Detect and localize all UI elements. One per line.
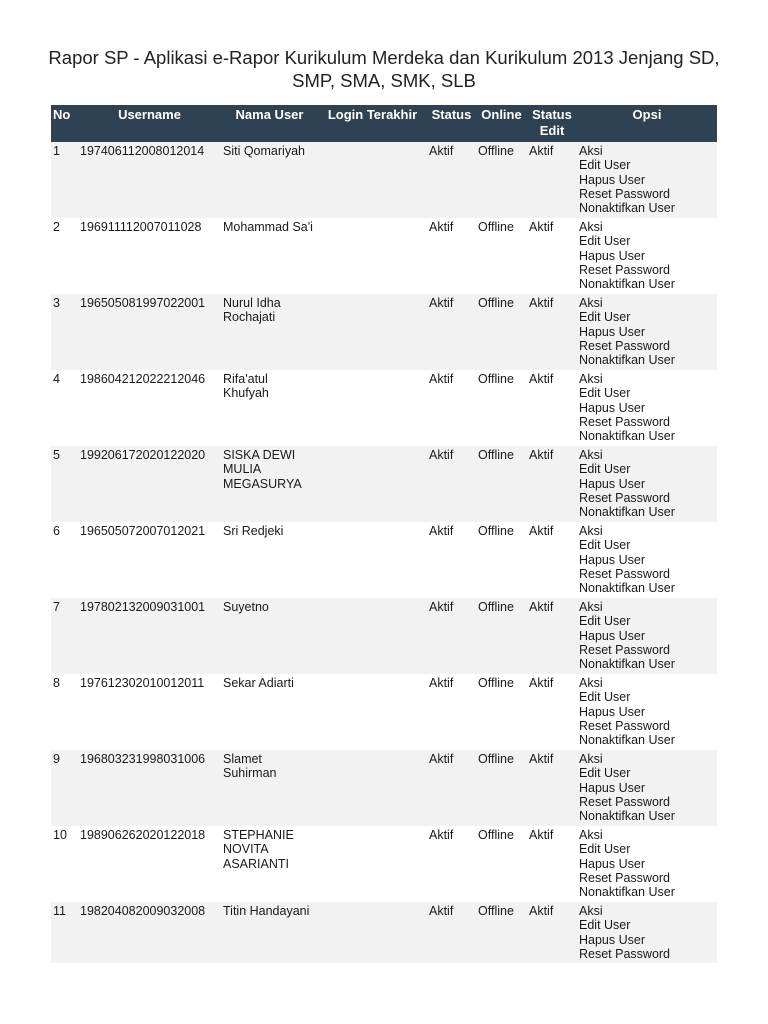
cell-username: 198604212022212046 [78, 370, 221, 446]
aksi-link[interactable]: Aksi [579, 600, 603, 614]
cell-username: 198906262020122018 [78, 826, 221, 902]
cell-login-terakhir [318, 522, 427, 598]
cell-online: Offline [476, 902, 527, 963]
cell-status: Aktif [427, 218, 476, 294]
cell-username: 197406112008012014 [78, 142, 221, 218]
cell-nama-user: Mohammad Sa'i [221, 218, 318, 294]
cell-status-edit: Aktif [527, 598, 577, 674]
column-header-status: Status [427, 105, 476, 142]
cell-online: Offline [476, 446, 527, 522]
cell-username: 196803231998031006 [78, 750, 221, 826]
cell-online: Offline [476, 294, 527, 370]
cell-nama-user: Siti Qomariyah [221, 142, 318, 218]
table-row [51, 446, 717, 522]
edit-user-link[interactable]: Edit User [579, 386, 631, 401]
cell-nama-user: Rifa'atul Khufyah [221, 370, 318, 446]
nonaktifkan-user-link[interactable]: Nonaktifkan User [579, 733, 675, 748]
edit-user-link[interactable]: Edit User [579, 766, 631, 781]
reset-password-link[interactable]: Reset Password [579, 870, 671, 885]
cell-username: 197802132009031001 [78, 598, 221, 674]
cell-login-terakhir [318, 826, 427, 902]
cell-opsi [577, 294, 717, 370]
cell-online: Offline [476, 522, 527, 598]
user-table [51, 105, 717, 963]
table-row [51, 142, 717, 218]
cell-opsi [577, 826, 717, 902]
nonaktifkan-user-link[interactable]: Nonaktifkan User [579, 353, 675, 368]
reset-password-link[interactable]: Reset Password [579, 186, 671, 201]
edit-user-link[interactable]: Edit User [579, 842, 631, 857]
cell-opsi [577, 902, 717, 963]
page-title: Rapor SP - Aplikasi e-Rapor Kurikulum Merdeka dan Kurikulum 2013 Jenjang SD, SMP, SMA, SMK, SLB [48, 47, 720, 91]
column-header-login-terakhir: Login Terakhir [318, 105, 427, 142]
aksi-link[interactable]: Aksi [579, 296, 603, 310]
cell-nama-user: SISKA DEWI MULIA MEGASURYA [221, 446, 318, 522]
edit-user-link[interactable]: Edit User [579, 462, 631, 477]
cell-online: Offline [476, 598, 527, 674]
nonaktifkan-user-link[interactable]: Nonaktifkan User [579, 657, 675, 672]
reset-password-link[interactable]: Reset Password [579, 794, 671, 809]
cell-no: 6 [51, 522, 78, 598]
hapus-user-link[interactable]: Hapus User [579, 476, 645, 491]
edit-user-link[interactable]: Edit User [579, 918, 631, 933]
cell-status: Aktif [427, 142, 476, 218]
nonaktifkan-user-link[interactable]: Nonaktifkan User [579, 581, 675, 596]
hapus-user-link[interactable]: Hapus User [579, 932, 645, 947]
nonaktifkan-user-link[interactable]: Nonaktifkan User [579, 505, 675, 520]
cell-status-edit: Aktif [527, 370, 577, 446]
edit-user-link[interactable]: Edit User [579, 234, 631, 249]
reset-password-link[interactable]: Reset Password [579, 414, 671, 429]
cell-status: Aktif [427, 446, 476, 522]
cell-no: 8 [51, 674, 78, 750]
cell-status-edit: Aktif [527, 218, 577, 294]
cell-status-edit: Aktif [527, 294, 577, 370]
cell-username: 198204082009032008 [78, 902, 221, 963]
cell-nama-user: Nurul Idha Rochajati [221, 294, 318, 370]
edit-user-link[interactable]: Edit User [579, 690, 631, 705]
cell-login-terakhir [318, 294, 427, 370]
cell-nama-user: Suyetno [221, 598, 318, 674]
cell-no: 4 [51, 370, 78, 446]
cell-status: Aktif [427, 750, 476, 826]
cell-status: Aktif [427, 674, 476, 750]
column-header-online: Online [476, 105, 527, 142]
table-row [51, 826, 717, 902]
cell-login-terakhir [318, 902, 427, 963]
cell-login-terakhir [318, 750, 427, 826]
cell-login-terakhir [318, 598, 427, 674]
cell-opsi [577, 522, 717, 598]
table-row [51, 750, 717, 826]
table-row [51, 674, 717, 750]
reset-password-link[interactable]: Reset Password [579, 338, 671, 353]
column-header-status-edit: Status Edit [527, 105, 577, 142]
cell-opsi [577, 142, 717, 218]
cell-no: 7 [51, 598, 78, 674]
edit-user-link[interactable]: Edit User [579, 158, 631, 173]
reset-password-link[interactable]: Reset Password [579, 718, 671, 733]
cell-status: Aktif [427, 370, 476, 446]
cell-opsi [577, 446, 717, 522]
table-row [51, 218, 717, 294]
aksi-link[interactable]: Aksi [579, 676, 603, 690]
cell-status-edit: Aktif [527, 826, 577, 902]
cell-opsi [577, 598, 717, 674]
cell-online: Offline [476, 218, 527, 294]
cell-nama-user: Titin Handayani [221, 902, 318, 963]
cell-status-edit: Aktif [527, 902, 577, 963]
cell-opsi [577, 370, 717, 446]
nonaktifkan-user-link[interactable]: Nonaktifkan User [579, 277, 675, 292]
aksi-link[interactable]: Aksi [579, 828, 603, 842]
cell-online: Offline [476, 370, 527, 446]
aksi-link[interactable]: Aksi [579, 372, 603, 386]
table-row [51, 522, 717, 598]
column-header-no: No [51, 105, 78, 142]
cell-online: Offline [476, 142, 527, 218]
cell-username: 197612302010012011 [78, 674, 221, 750]
cell-username: 199206172020122020 [78, 446, 221, 522]
nonaktifkan-user-link[interactable]: Nonaktifkan User [579, 809, 675, 824]
hapus-user-link[interactable]: Hapus User [579, 324, 645, 339]
aksi-link[interactable]: Aksi [579, 904, 603, 918]
cell-login-terakhir [318, 142, 427, 218]
cell-online: Offline [476, 826, 527, 902]
table-row [51, 370, 717, 446]
cell-no: 9 [51, 750, 78, 826]
table-row [51, 902, 717, 963]
edit-user-link[interactable]: Edit User [579, 310, 631, 325]
aksi-link[interactable]: Aksi [579, 448, 603, 462]
cell-username: 196911112007011028 [78, 218, 221, 294]
hapus-user-link[interactable]: Hapus User [579, 856, 645, 871]
cell-nama-user: Slamet Suhirman [221, 750, 318, 826]
cell-username: 196505081997022001 [78, 294, 221, 370]
table-body [51, 142, 717, 963]
cell-opsi [577, 674, 717, 750]
column-header-username: Username [78, 105, 221, 142]
cell-status: Aktif [427, 294, 476, 370]
cell-login-terakhir [318, 446, 427, 522]
cell-status: Aktif [427, 826, 476, 902]
reset-password-link[interactable]: Reset Password [579, 642, 671, 657]
cell-login-terakhir [318, 218, 427, 294]
reset-password-link[interactable]: Reset Password [579, 490, 671, 505]
column-header-nama-user: Nama User [221, 105, 318, 142]
cell-online: Offline [476, 674, 527, 750]
reset-password-link[interactable]: Reset Password [579, 262, 671, 277]
cell-status: Aktif [427, 902, 476, 963]
nonaktifkan-user-link[interactable]: Nonaktifkan User [579, 429, 675, 444]
cell-status-edit: Aktif [527, 750, 577, 826]
cell-status: Aktif [427, 598, 476, 674]
cell-nama-user: Sekar Adiarti [221, 674, 318, 750]
cell-status-edit: Aktif [527, 674, 577, 750]
aksi-link[interactable]: Aksi [579, 524, 603, 538]
aksi-link[interactable]: Aksi [579, 144, 603, 158]
table-row [51, 294, 717, 370]
cell-login-terakhir [318, 674, 427, 750]
table-header-row [51, 105, 717, 142]
reset-password-link[interactable]: Reset Password [579, 566, 671, 581]
cell-username: 196505072007012021 [78, 522, 221, 598]
column-header-opsi: Opsi [577, 105, 717, 142]
table-row [51, 598, 717, 674]
cell-nama-user: STEPHANIE NOVITA ASARIANTI [221, 826, 318, 902]
cell-status: Aktif [427, 522, 476, 598]
nonaktifkan-user-link[interactable]: Nonaktifkan User [579, 885, 675, 900]
cell-no: 1 [51, 142, 78, 218]
hapus-user-link[interactable]: Hapus User [579, 628, 645, 643]
aksi-link[interactable]: Aksi [579, 752, 603, 766]
cell-online: Offline [476, 750, 527, 826]
cell-no: 10 [51, 826, 78, 902]
cell-no: 3 [51, 294, 78, 370]
cell-no: 2 [51, 218, 78, 294]
cell-login-terakhir [318, 370, 427, 446]
hapus-user-link[interactable]: Hapus User [579, 704, 645, 719]
cell-no: 5 [51, 446, 78, 522]
cell-opsi [577, 750, 717, 826]
cell-nama-user: Sri Redjeki [221, 522, 318, 598]
edit-user-link[interactable]: Edit User [579, 538, 631, 553]
edit-user-link[interactable]: Edit User [579, 614, 631, 629]
aksi-link[interactable]: Aksi [579, 220, 603, 234]
hapus-user-link[interactable]: Hapus User [579, 172, 645, 187]
hapus-user-link[interactable]: Hapus User [579, 248, 645, 263]
nonaktifkan-user-link[interactable]: Nonaktifkan User [579, 201, 675, 216]
reset-password-link[interactable]: Reset Password [579, 946, 671, 961]
cell-status-edit: Aktif [527, 142, 577, 218]
cell-status-edit: Aktif [527, 522, 577, 598]
cell-opsi [577, 218, 717, 294]
cell-no: 11 [51, 902, 78, 963]
hapus-user-link[interactable]: Hapus User [579, 400, 645, 415]
hapus-user-link[interactable]: Hapus User [579, 552, 645, 567]
cell-status-edit: Aktif [527, 446, 577, 522]
hapus-user-link[interactable]: Hapus User [579, 780, 645, 795]
